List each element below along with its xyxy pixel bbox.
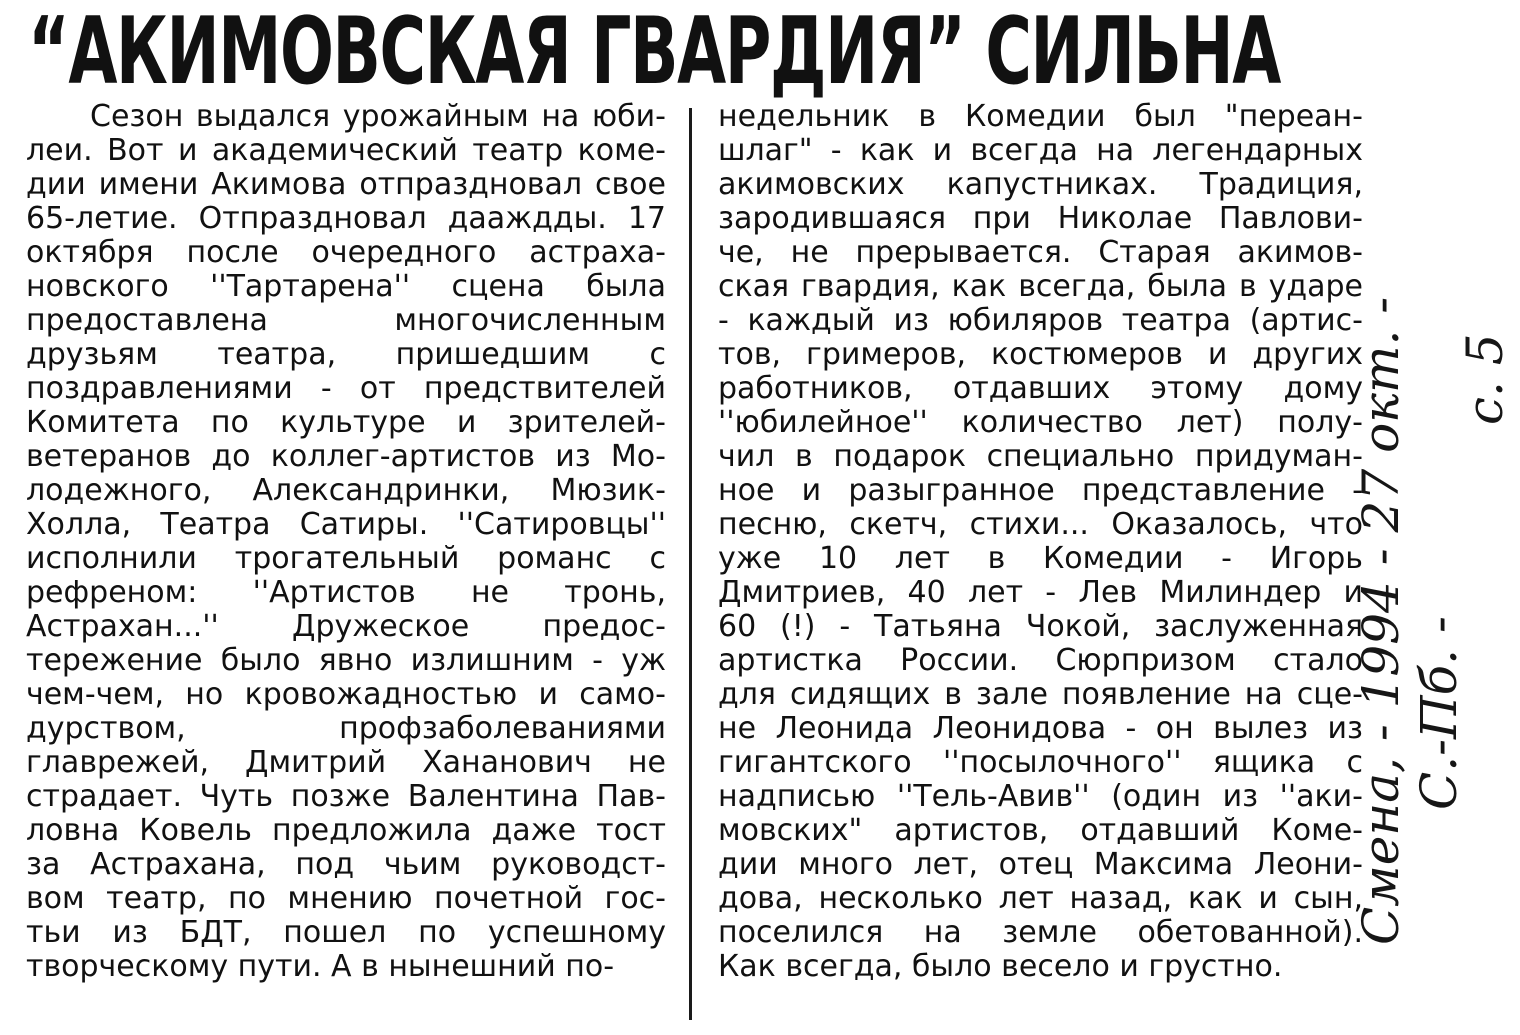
article-text-line: новского ''Тартарена'' сцена была [26,269,666,304]
article-text-line: - каждый из юбиляров театра (артис- [718,303,1363,338]
article-text-line: лодежного, Александринки, Мюзик- [26,473,666,508]
article-text-line: Как всегда, было весело и грустно. [718,949,1283,984]
article-text-line: предоставлена многочисленным [26,303,666,338]
article-text-line: уже 10 лет в Комедии - Игорь [718,541,1363,576]
article-text-line: 60 (!) - Татьяна Чокой, заслуженная [718,609,1363,644]
handwritten-note-line-1: Смена, - 1994 - 27 окт. - [1352,296,1410,945]
article-text-line: тов, гримеров, костюмеров и других [718,337,1363,372]
article-text-line: для сидящих в зале появление на сце- [718,677,1363,712]
article-text-line: чил в подарок специально придуман- [718,439,1363,474]
article-text-line: ветеранов до коллег-артистов из Мо- [26,439,666,474]
article-text-line: Астрахан...'' Дружеское предос- [26,609,666,644]
article-text-line: исполнили трогательный романс с [26,541,666,576]
article-text-line: главрежей, Дмитрий Хананович не [26,745,666,780]
handwritten-margin-note [1352,95,1520,955]
article-text-line: гигантского ''посылочного'' ящика с [718,745,1363,780]
article-text-line: Холла, Театра Сатиры. ''Сатировцы'' [26,507,666,542]
article-text-line: чем-чем, но кровожадностью и само- [26,677,666,712]
column-divider [689,108,692,1020]
article-text-line: зародившаяся при Николае Павлови- [718,201,1363,236]
article-text-line: Сезон выдался урожайным на юби- [90,99,666,134]
article-text-line: ''юбилейное'' количество лет) полу- [718,405,1363,440]
article-text-line: недельник в Комедии был "переан- [718,99,1363,134]
article-text-line: артистка России. Сюрпризом стало [718,643,1363,678]
article-text-line: октября после очередного астраха- [26,235,666,270]
article-text-line: че, не прерывается. Старая акимов- [718,235,1363,270]
article-text-line: поселился на земле обетованной). [718,915,1363,950]
article-text-line: рефреном: ''Артистов не тронь, [26,575,666,610]
article-text-line: дурством, профзаболеваниями [26,711,666,746]
article-text-line: мовских" артистов, отдавший Коме- [718,813,1363,848]
article-text-line: ное и разыгранное представление - [718,473,1363,508]
article-text-line: тьи из БДТ, пошел по успешному [26,915,666,950]
article-text-line: дова, несколько лет назад, как и сын, [718,881,1363,916]
article-headline: “АКИМОВСКАЯ ГВАРДИЯ” СИЛЬНА [28,0,1280,105]
article-text-line: работников, отдавших этому дому [718,371,1363,406]
article-text-line: Комитета по культуре и зрителей- [26,405,666,440]
article-text-line: творческому пути. А в нынешний по- [26,949,615,984]
handwritten-note-line-3: с. 5 [1456,333,1514,425]
article-text-line: ловна Ковель предложила даже тост [26,813,666,848]
article-text-line: не Леонида Леонидова - он вылез из [718,711,1363,746]
article-text-line: Дмитриев, 40 лет - Лев Милиндер и [718,575,1363,610]
article-text-line: вом театр, по мнению почетной гос- [26,881,666,916]
article-text-line: ская гвардия, как всегда, была в ударе [718,269,1363,304]
article-text-line: шлаг" - как и всегда на легендарных [718,133,1363,168]
article-text-line: тережение было явно излишним - уж [26,643,666,678]
article-left-column [26,100,666,984]
article-text-line: акимовских капустниках. Традиция, [718,167,1363,202]
article-text-line: надписью ''Тель-Авив'' (один из ''аки- [718,779,1363,814]
handwritten-note-line-2: С.-Пб. - [1410,616,1468,810]
article-right-column [718,100,1363,984]
article-text-line: друзьям театра, пришедшим с [26,337,666,372]
article-text-line: дии имени Акимова отпраздновал свое [26,167,666,202]
article-text-line: песню, скетч, стихи... Оказалось, что [718,507,1363,542]
article-text-line: леи. Вот и академический театр коме- [26,133,666,168]
article-text-line: страдает. Чуть позже Валентина Пав- [26,779,666,814]
article-text-line: поздравлениями - от предствителей [26,371,666,406]
article-text-line: за Астрахана, под чьим руководст- [26,847,666,882]
article-text-line: дии много лет, отец Максима Леони- [718,847,1363,882]
article-text-line: 65-летие. Отпраздновал дааждды. 17 [26,201,666,236]
